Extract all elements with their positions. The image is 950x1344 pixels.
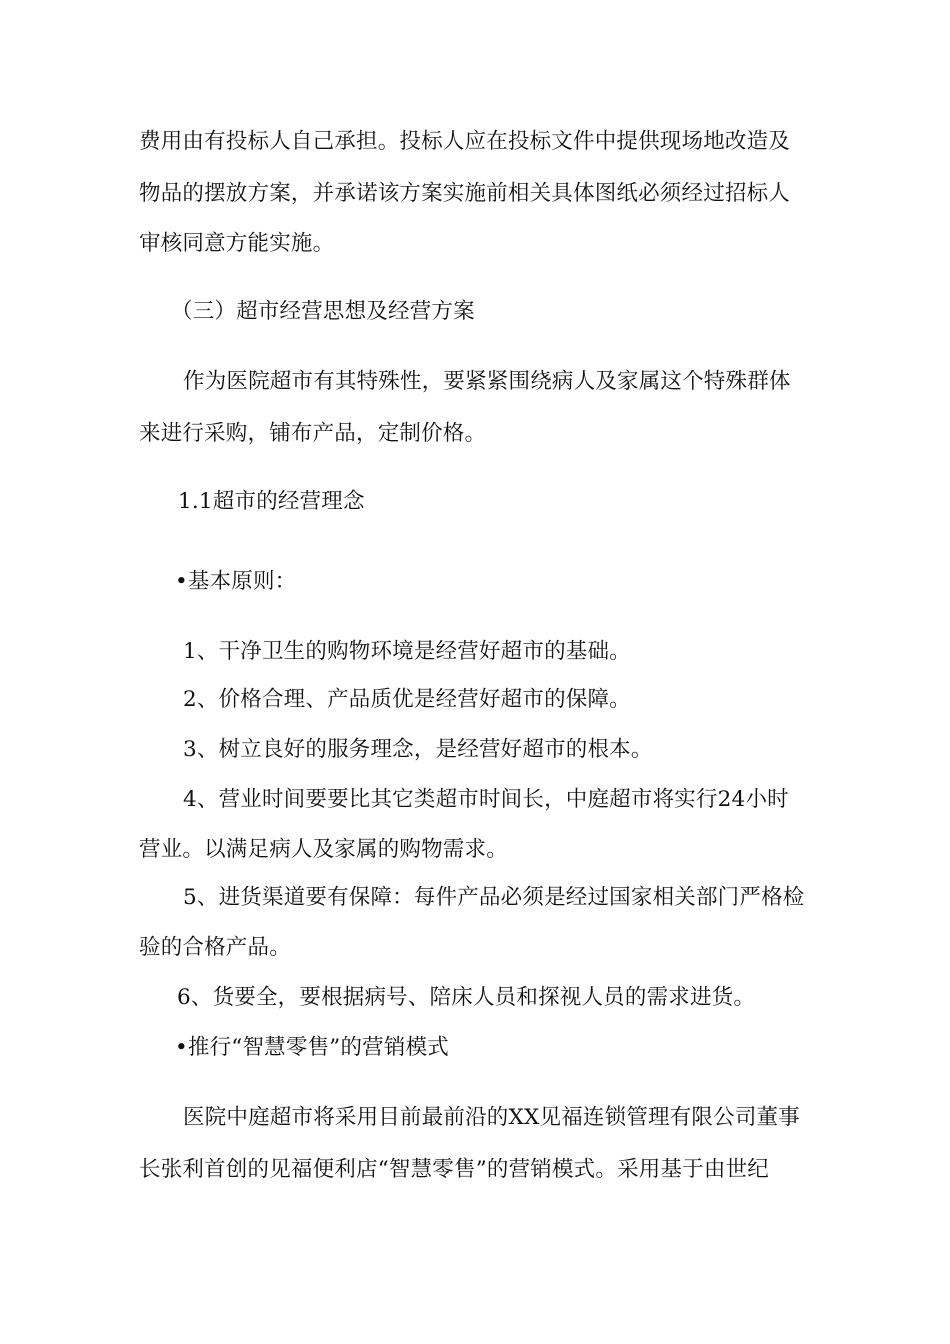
- section-heading: （三）超市经营思想及经营方案: [171, 299, 475, 324]
- principle-item-6: 6、货要全，要根据病号、陪床人员和探视人员的需求进货。: [177, 985, 756, 1010]
- principle-item-5-line-1: 5、进货渠道要有保障：每件产品必须是经过国家相关部门严格检: [183, 885, 805, 910]
- intro-line-1: 费用由有投标人自己承担。投标人应在投标文件中提供现场地改造及: [139, 129, 791, 154]
- smart-retail-line-2: 长张利首创的见福便利店“智慧零售”的营销模式。采用基于由世纪: [139, 1157, 769, 1182]
- principle-item-4-line-2: 营业。以满足病人及家属的购物需求。: [139, 837, 508, 862]
- principle-item-3: 3、树立良好的服务理念，是经营好超市的根本。: [183, 737, 653, 762]
- smart-retail-heading: •推行“智慧零售”的营销模式: [175, 1035, 449, 1060]
- intro-line-2: 物品的摆放方案，并承诺该方案实施前相关具体图纸必须经过招标人: [139, 181, 791, 206]
- principle-item-4-line-1: 4、营业时间要要比其它类超市时间长，中庭超市将实行24小时: [183, 787, 789, 812]
- intro-line-3: 审核同意方能实施。: [139, 231, 335, 256]
- basic-principles-heading: •基本原则：: [175, 569, 297, 594]
- section-intro-line-2: 来进行采购，铺布产品，定制价格。: [139, 421, 487, 446]
- principle-item-1: 1、干净卫生的购物环境是经营好超市的基础。: [183, 639, 631, 664]
- smart-retail-line-1: 医院中庭超市将采用目前最前沿的XX见福连锁管理有限公司董事: [183, 1105, 800, 1130]
- section-intro-line-1: 作为医院超市有其特殊性，要紧紧围绕病人及家属这个特殊群体: [183, 369, 791, 394]
- principle-item-5-line-2: 验的合格产品。: [139, 935, 291, 960]
- principle-item-2: 2、价格合理、产品质优是经营好超市的保障。: [183, 687, 631, 712]
- subsection-heading: 1.1超市的经营理念: [178, 489, 365, 514]
